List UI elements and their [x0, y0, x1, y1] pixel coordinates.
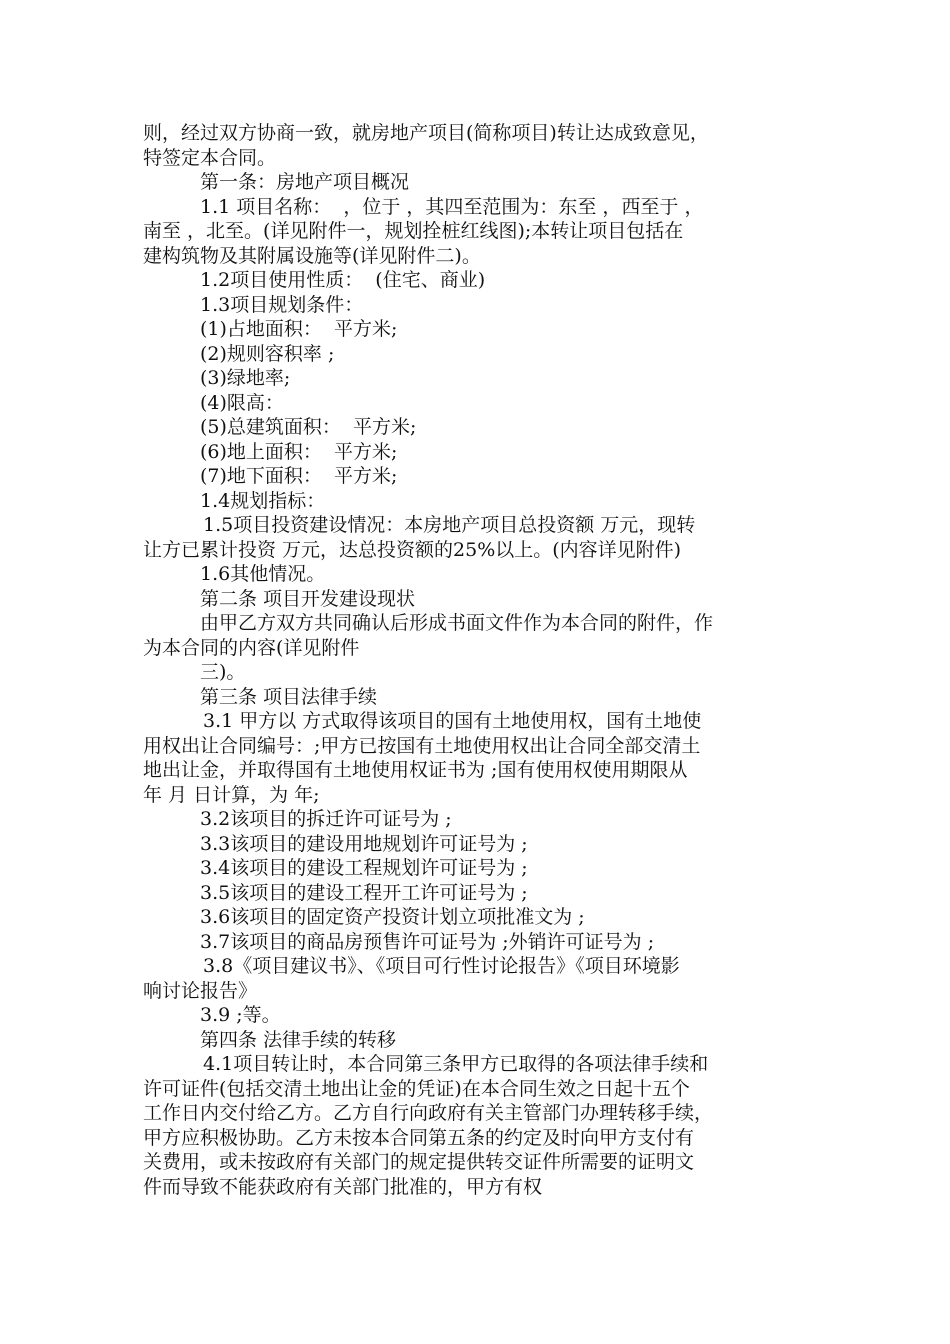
text-line: 4.1项目转让时，本合同第三条甲方已取得的各项法律手续和	[203, 1053, 709, 1075]
text-line: 第二条 项目开发建设现状	[200, 587, 416, 610]
text-line: 三)。	[200, 661, 246, 683]
text-line: 建构筑物及其附属设施等(详见附件二)。	[143, 244, 481, 267]
text-line: 1.2项目使用性质： (住宅、商业)	[200, 269, 486, 291]
text-line: (1)占地面积： 平方米;	[200, 318, 398, 340]
text-line: 第三条 项目法律手续	[200, 685, 378, 708]
text-line: 3.6该项目的固定资产投资计划立项批准文为 ;	[200, 906, 585, 928]
document-body	[143, 121, 823, 1199]
text-line: 关费用，或未按政府有关部门的规定提供转交证件所需要的证明文	[143, 1151, 695, 1173]
text-line: 3.2该项目的拆迁许可证号为 ;	[200, 808, 452, 830]
text-line: 3.9 ;等。	[200, 1004, 281, 1026]
text-line: 第四条 法律手续的转移	[200, 1028, 397, 1051]
text-line: 1.1 项目名称： ，位于 ，其四至范围为：东至 ，西至于 ，	[200, 195, 704, 218]
text-line: 特签定本合同。	[143, 146, 277, 169]
text-line: 1.5项目投资建设情况：本房地产项目总投资额 万元，现转	[203, 514, 696, 536]
text-line: 3.3该项目的建设用地规划许可证号为 ;	[200, 832, 528, 855]
text-line: 1.4规划指标：	[200, 489, 326, 512]
text-line: 第一条：房地产项目概况	[200, 171, 410, 193]
text-line: 由甲乙方双方共同确认后形成书面文件作为本合同的附件，作	[200, 612, 714, 634]
text-line: 工作日内交付给乙方。乙方自行向政府有关主管部门办理转移手续，	[143, 1102, 714, 1124]
text-line: 甲方应积极协助。乙方未按本合同第五条的约定及时向甲方支付有	[143, 1126, 695, 1149]
text-line: 响讨论报告》	[143, 979, 258, 1002]
text-line: (7)地下面积： 平方米;	[200, 465, 398, 487]
text-line: 年 月 日计算，为 年;	[143, 783, 320, 806]
text-line: (4)限高：	[200, 391, 284, 414]
text-line: 让方已累计投资 万元，达总投资额的25%以上。(内容详见附件)	[143, 538, 682, 561]
text-line: 3.8《项目建议书》、《项目可行性讨论报告》《项目环境影	[203, 955, 680, 977]
text-line: 南至 ，北至。(详见附件一，规划拴桩红线图);本转让项目包括在	[143, 220, 684, 242]
text-line: 则，经过双方协商一致，就房地产项目(简称项目)转让达成致意见，	[143, 122, 709, 144]
text-line: 地出让金，并取得国有土地使用权证书为 ;国有使用权使用期限从	[143, 759, 688, 781]
text-line: 3.1 甲方以 方式取得该项目的国有土地使用权，国有土地使	[203, 710, 702, 732]
text-line: 1.6其他情况。	[200, 563, 326, 585]
text-line: 为本合同的内容(详见附件	[143, 636, 360, 659]
text-line: 3.4该项目的建设工程规划许可证号为 ;	[200, 857, 528, 879]
text-line: (5)总建筑面积： 平方米;	[200, 416, 417, 438]
text-line: 1.3项目规划条件：	[200, 293, 364, 316]
text-line: 3.7该项目的商品房预售许可证号为 ;外销许可证号为 ;	[200, 930, 655, 953]
text-line: (2)规则容积率 ;	[200, 342, 335, 365]
text-line: 件而导致不能获政府有关部门批准的，甲方有权	[143, 1175, 543, 1198]
text-line: (6)地上面积： 平方米;	[200, 440, 398, 463]
text-line: 许可证件(包括交清土地出让金的凭证)在本合同生效之日起十五个	[143, 1077, 690, 1100]
text-line: 用权出让合同编号：;甲方已按国有土地使用权出让合同全部交清土	[143, 734, 701, 757]
text-line: 3.5该项目的建设工程开工许可证号为 ;	[200, 881, 528, 904]
text-line: (3)绿地率;	[200, 367, 291, 389]
